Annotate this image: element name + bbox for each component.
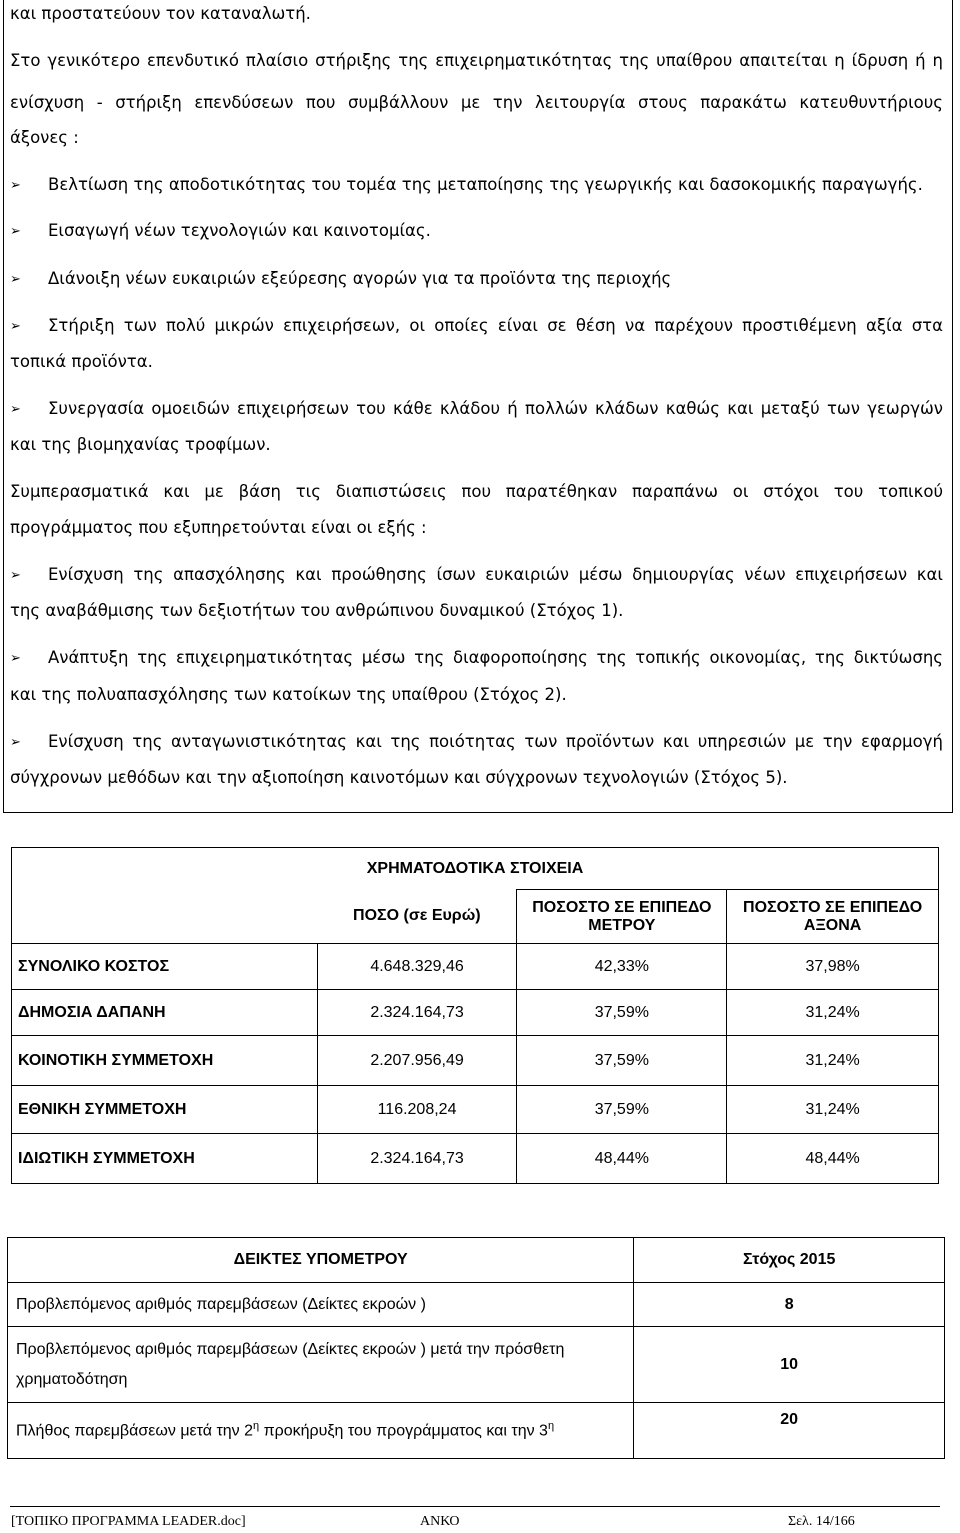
bullet-arrow-icon: ➢ <box>10 319 21 334</box>
indicator-value: 8 <box>634 1283 945 1327</box>
bullet-arrow-icon: ➢ <box>10 568 21 583</box>
finance-axis-pct: 31,24% <box>727 1086 939 1134</box>
indicators-table <box>7 1237 945 1459</box>
goal-text: της αναβάθμισης των δεξιοτήτων του ανθρώπινου δυναμικού (Στόχος 1). <box>10 601 624 620</box>
bullet-text: Βελτίωση της αποδοτικότητας του τομέα της μεταποίησης της γεωργικής και δασοκομικής παραγωγής. <box>48 175 923 194</box>
finance-measure-pct: 48,44% <box>517 1134 727 1184</box>
finance-axis-pct: 31,24% <box>727 1036 939 1086</box>
finance-axis-pct: 37,98% <box>727 944 939 990</box>
indicator-value: 20 <box>634 1403 945 1459</box>
bullet-arrow-icon: ➢ <box>10 402 21 417</box>
finance-col-header: ΠΟΣΟΣΤΟ ΣΕ ΕΠΙΠΕΔΟ ΑΞΟΝΑ <box>727 890 939 944</box>
bullet-text: και της βιομηχανίας τροφίμων. <box>10 435 271 454</box>
bullet-arrow-icon: ➢ <box>10 224 21 239</box>
table-row <box>8 1403 945 1459</box>
finance-col-header: ΠΟΣΟΣΤΟ ΣΕ ΕΠΙΠΕΔΟ ΜΕΤΡΟΥ <box>517 890 727 944</box>
superscript: η <box>253 1420 260 1433</box>
text-line: και προστατεύουν τον καταναλωτή. <box>10 4 311 23</box>
indicators-header: ΔΕΙΚΤΕΣ ΥΠΟΜΕΤΡΟΥ <box>8 1238 634 1283</box>
indicator-label: Προβλεπόμενος αριθμός παρεμβάσεων (Δείκτες εκροών ) <box>8 1283 634 1327</box>
indicator-label <box>8 1327 634 1403</box>
indicator-label-part: προκήρυξη του προγράμματος και την 3 <box>259 1422 548 1440</box>
table-row <box>12 1086 939 1134</box>
finance-row-label: ΣΥΝΟΛΙΚΟ ΚΟΣΤΟΣ <box>12 944 318 990</box>
footer-divider <box>10 1506 940 1507</box>
finance-measure-pct: 42,33% <box>517 944 727 990</box>
bullet-text: Εισαγωγή νέων τεχνολογιών και καινοτομίας. <box>48 221 431 240</box>
target-header: Στόχος 2015 <box>634 1238 945 1283</box>
finance-row-label: ΙΔΙΩΤΙΚΗ ΣΥΜΜΕΤΟΧΗ <box>12 1134 318 1184</box>
finance-measure-pct: 37,59% <box>517 990 727 1036</box>
table-row <box>12 944 939 990</box>
bullet-arrow-icon: ➢ <box>10 735 21 750</box>
finance-measure-pct: 37,59% <box>517 1086 727 1134</box>
goal-text: σύγχρονων μεθόδων και την αξιοποίηση καινοτόμων και σύγχρονων τεχνολογιών (Στόχος 5). <box>10 768 788 787</box>
bullet-arrow-icon: ➢ <box>10 178 21 193</box>
goal-text: Ενίσχυση της απασχόλησης και προώθησης ίσων ευκαιριών μέσω δημιουργίας νέων επιχειρήσεων και <box>48 565 943 584</box>
bullet-text: τοπικά προϊόντα. <box>10 352 153 371</box>
finance-col-header: ΠΟΣΟ (σε Ευρώ) <box>317 890 517 944</box>
finance-table <box>11 847 939 1184</box>
footer-org: ΑΝΚΟ <box>420 1514 460 1529</box>
indicator-label-part: Πλήθος παρεμβάσεων μετά την 2 <box>16 1422 254 1440</box>
superscript: η <box>547 1420 555 1433</box>
bullet-text: Διάνοιξη νέων ευκαιριών εξεύρεσης αγορών για τα προϊόντα της περιοχής <box>48 269 672 288</box>
bullet-text: Συνεργασία ομοειδών επιχειρήσεων του κάθε κλάδου ή πολλών κλάδων καθώς και μεταξύ των γεωργών <box>48 399 943 418</box>
text-line: άξονες : <box>10 128 79 147</box>
text-line: ενίσχυση - στήριξη επενδύσεων που συμβάλλουν με την λειτουργία στους παρακάτω κατευθυντήριους <box>10 93 943 112</box>
bullet-arrow-icon: ➢ <box>10 651 21 666</box>
table-row <box>12 1036 939 1086</box>
finance-axis-pct: 48,44% <box>727 1134 939 1184</box>
text-line: Στο γενικότερο επενδυτικό πλαίσιο στήριξης της επιχειρηματικότητας της υπαίθρου απαιτείται η ίδρυση ή η <box>10 51 943 70</box>
table-row <box>12 990 939 1036</box>
finance-axis-pct: 31,24% <box>727 990 939 1036</box>
indicator-value: 10 <box>634 1327 945 1403</box>
footer-page-number: Σελ. 14/166 <box>788 1514 855 1529</box>
finance-amount: 116.208,24 <box>317 1086 517 1134</box>
indicator-label <box>8 1403 634 1459</box>
indicator-label-line: χρηματοδότηση <box>16 1370 128 1388</box>
goal-text: και της πολυαπασχόλησης των κατοίκων της υπαίθρου (Στόχος 2). <box>10 685 567 704</box>
footer-doc-name: [ΤΟΠΙΚΟ ΠΡΟΓΡΑΜΜΑ LEADER.doc] <box>11 1514 246 1529</box>
table-row <box>12 1134 939 1184</box>
finance-row-label: ΔΗΜΟΣΙΑ ΔΑΠΑΝΗ <box>12 990 318 1036</box>
finance-amount: 2.324.164,73 <box>317 1134 517 1184</box>
finance-amount: 2.207.956,49 <box>317 1036 517 1086</box>
bullet-text: Στήριξη των πολύ μικρών επιχειρήσεων, οι οποίες είναι σε θέση να παρέχουν προστιθέμενη αξία στα <box>48 316 943 335</box>
finance-measure-pct: 37,59% <box>517 1036 727 1086</box>
indicator-label-line: Προβλεπόμενος αριθμός παρεμβάσεων (Δείκτες εκροών ) μετά την πρόσθετη <box>16 1340 565 1358</box>
finance-row-label: ΕΘΝΙΚΗ ΣΥΜΜΕΤΟΧΗ <box>12 1086 318 1134</box>
bullet-arrow-icon: ➢ <box>10 272 21 287</box>
table-row <box>8 1327 945 1403</box>
text-line: Συμπερασματικά και με βάση τις διαπιστώσεις που παρατέθηκαν παραπάνω οι στόχοι του τοπικού <box>10 482 943 501</box>
finance-title: ΧΡΗΜΑΤΟΔΟΤΙΚΑ ΣΤΟΙΧΕΙΑ <box>12 848 939 890</box>
goal-text: Ενίσχυση της ανταγωνιστικότητας και της ποιότητας των προϊόντων και υπηρεσιών με την εφαρμογή <box>48 732 943 751</box>
finance-corner <box>12 890 318 944</box>
goal-text: Ανάπτυξη της επιχειρηματικότητας μέσω της διαφοροποίησης της τοπικής οικονομίας, της δικτύωσης <box>48 648 943 667</box>
finance-row-label: ΚΟΙΝΟΤΙΚΗ ΣΥΜΜΕΤΟΧΗ <box>12 1036 318 1086</box>
text-line: προγράμματος που εξυπηρετούνται είναι οι εξής : <box>10 518 427 537</box>
finance-amount: 4.648.329,46 <box>317 944 517 990</box>
table-row <box>8 1283 945 1327</box>
finance-amount: 2.324.164,73 <box>317 990 517 1036</box>
